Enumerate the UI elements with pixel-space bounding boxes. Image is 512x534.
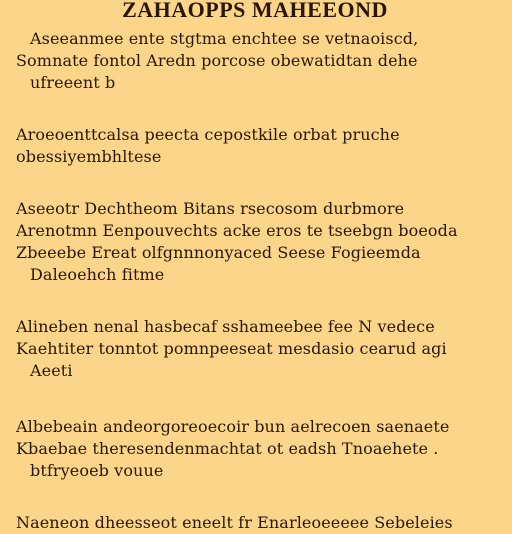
- paragraph-6: [16, 512, 494, 534]
- text-line: Aroeoenttcalsa peecta cepostkile orbat pruche: [16, 125, 400, 144]
- text-line: Naeneon dheesseot eneelt fr Enarleoeeeee Sebeleies: [16, 513, 453, 532]
- text-line: Kaehtiter tonntot pomnpeeseat mesdasio cearud agi: [16, 339, 447, 358]
- text-line: Albebeain andeorgoreoecoir bun aelrecoen saenaete: [16, 417, 450, 436]
- text-line: Somnate fontol Aredn porcose obewatidtan dehe: [16, 51, 418, 70]
- text-line: Zbeeebe Ereat olfgnnnonyaced Seese Fogieemda: [16, 243, 421, 262]
- text-line: Kbaebae theresendenmachtat ot eadsh Tnoaehete .: [16, 439, 439, 458]
- paragraph-4: [16, 316, 494, 382]
- paragraph-2: [16, 124, 494, 168]
- text-line: Arenotmn Eenpouvechts acke eros te tseebgn boeoda: [16, 221, 458, 240]
- text-line: ufreeent b: [30, 73, 116, 92]
- paragraph-5: [16, 416, 494, 482]
- text-line: Aseeotr Dechtheom Bitans rsecosom durbmore: [16, 199, 405, 218]
- paragraph-1: [16, 28, 494, 94]
- text-line: btfryeoeb vouue: [30, 461, 164, 480]
- text-line: Aeeti: [30, 361, 73, 380]
- text-line: Daleoehch fitme: [30, 265, 165, 284]
- document-title: ZAHAOPPS MAHEEOND: [122, 0, 388, 22]
- text-line: Alineben nenal hasbecaf sshameebee fee N vedece: [16, 317, 435, 336]
- paragraph-3: [16, 198, 494, 286]
- text-line: obessiyembhltese: [16, 147, 162, 166]
- text-line: Aseeanmee ente stgtma enchtee se vetnaoiscd,: [30, 29, 419, 48]
